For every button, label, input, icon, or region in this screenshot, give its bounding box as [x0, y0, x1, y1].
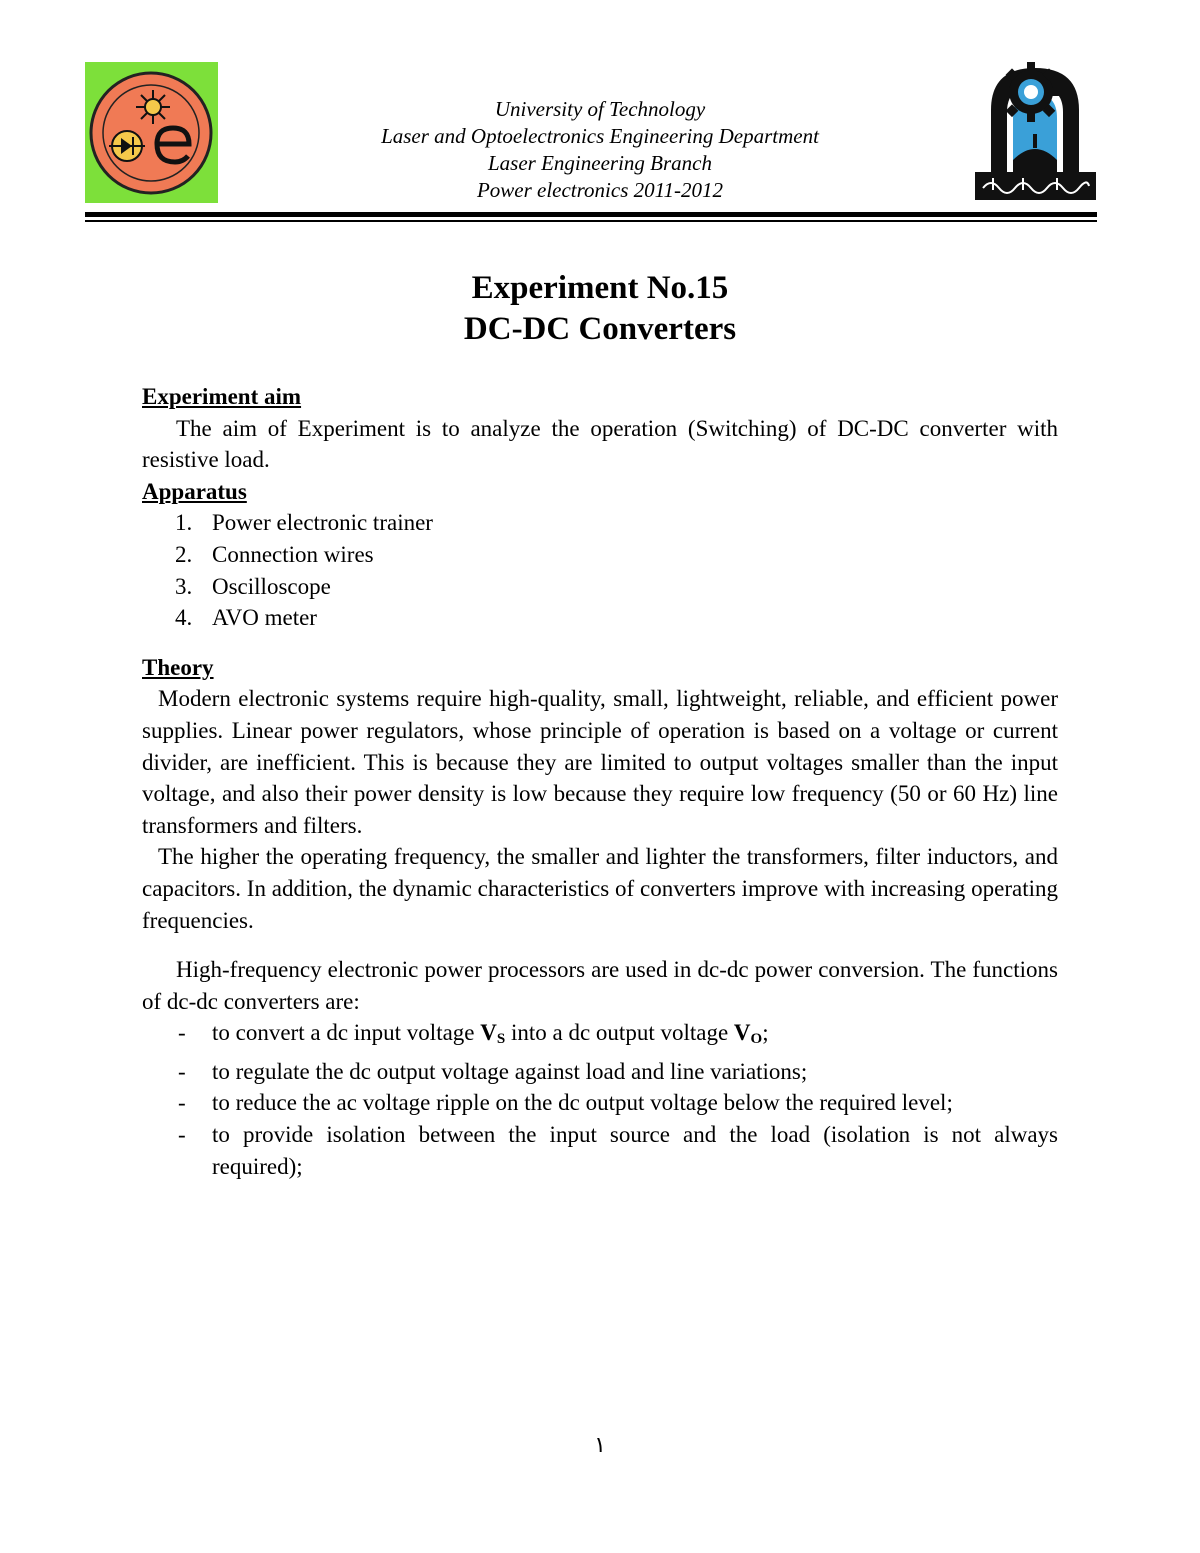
function-text-mid: into a dc output voltage: [505, 1020, 734, 1046]
theory-heading: Theory: [142, 654, 214, 680]
function-text: to provide isolation between the input source and the load (isolation is not always required);: [212, 1122, 1058, 1179]
apparatus-heading: Apparatus: [142, 478, 247, 504]
page-number: ١: [594, 1432, 606, 1457]
header-rule-thick: [85, 212, 1097, 217]
list-number: 2.: [175, 541, 193, 567]
spacer: [142, 936, 1058, 954]
page-title: [300, 268, 900, 350]
voltage-symbol-output: V: [733, 1020, 751, 1046]
department-logo-graphic: [85, 62, 218, 203]
header-text: [300, 96, 900, 204]
functions-list: [142, 1017, 1058, 1182]
voltage-subscript-input: S: [496, 1031, 506, 1048]
list-dash: -: [178, 1122, 186, 1148]
list-number: 4.: [175, 605, 193, 631]
experiment-title: DC-DC Converters: [463, 311, 737, 347]
theory-paragraph-3: High-frequency electronic power processors are used in dc-dc power conversion. The functions of dc-dc converters are:: [142, 957, 1058, 1014]
list-text: AVO meter: [212, 605, 317, 631]
voltage-subscript-output: O: [750, 1031, 763, 1048]
list-item: [142, 602, 1058, 634]
list-item: [142, 507, 1058, 539]
university-logo: [973, 60, 1098, 205]
function-text-pre: to convert a dc input voltage: [212, 1020, 481, 1046]
function-text-post: ;: [762, 1020, 769, 1046]
function-text: to regulate the dc output voltage against load and line variations;: [212, 1058, 808, 1084]
list-item: [142, 1056, 1058, 1088]
list-number: 3.: [175, 573, 193, 599]
list-item: [142, 1017, 1058, 1056]
list-dash: -: [178, 1090, 186, 1116]
list-text: Power electronic trainer: [212, 510, 433, 536]
course-name: Power electronics 2011-2012: [476, 178, 724, 202]
spacer: [142, 634, 1058, 652]
theory-paragraph-1: Modern electronic systems require high-quality, small, lightweight, reliable, and efficient power supplies. Linear power regulators, whose principle of operation is based on a voltage or current divider, are inefficient. This is because they are limited to output voltages smaller than the input voltage, and also their power density is low because they require low frequency (50 or 60 Hz) line transformers and filters.: [142, 686, 1058, 838]
document-body: [142, 381, 1058, 1182]
list-item: [142, 1087, 1058, 1119]
theory-paragraph-2: The higher the operating frequency, the smaller and lighter the transformers, filter inductors, and capacitors. In addition, the dynamic characteristics of converters improve with increasing operating frequencies.: [142, 844, 1058, 933]
list-item: [142, 539, 1058, 571]
department-logo: [85, 62, 218, 203]
voltage-symbol-input: V: [480, 1020, 497, 1046]
university-logo-graphic: [973, 60, 1098, 205]
header-rule-thin: [85, 220, 1097, 222]
list-number: 1.: [175, 510, 193, 536]
list-item: [142, 571, 1058, 603]
department-name: Laser and Optoelectronics Engineering Department: [381, 124, 819, 148]
list-text: Oscilloscope: [212, 573, 331, 599]
list-dash: -: [178, 1058, 186, 1084]
list-item: [142, 1119, 1058, 1182]
function-text: to reduce the ac voltage ripple on the dc output voltage below the required level;: [212, 1090, 953, 1116]
list-dash: -: [178, 1020, 186, 1046]
apparatus-list: [142, 507, 1058, 633]
list-text: Connection wires: [212, 541, 374, 567]
university-name: University of Technology: [494, 97, 706, 121]
aim-heading: Experiment aim: [142, 384, 302, 409]
branch-name: Laser Engineering Branch: [488, 151, 712, 175]
experiment-number: Experiment No.15: [471, 270, 729, 306]
aim-text: The aim of Experiment is to analyze the operation (Switching) of DC-DC converter with resistive load.: [142, 415, 1058, 473]
